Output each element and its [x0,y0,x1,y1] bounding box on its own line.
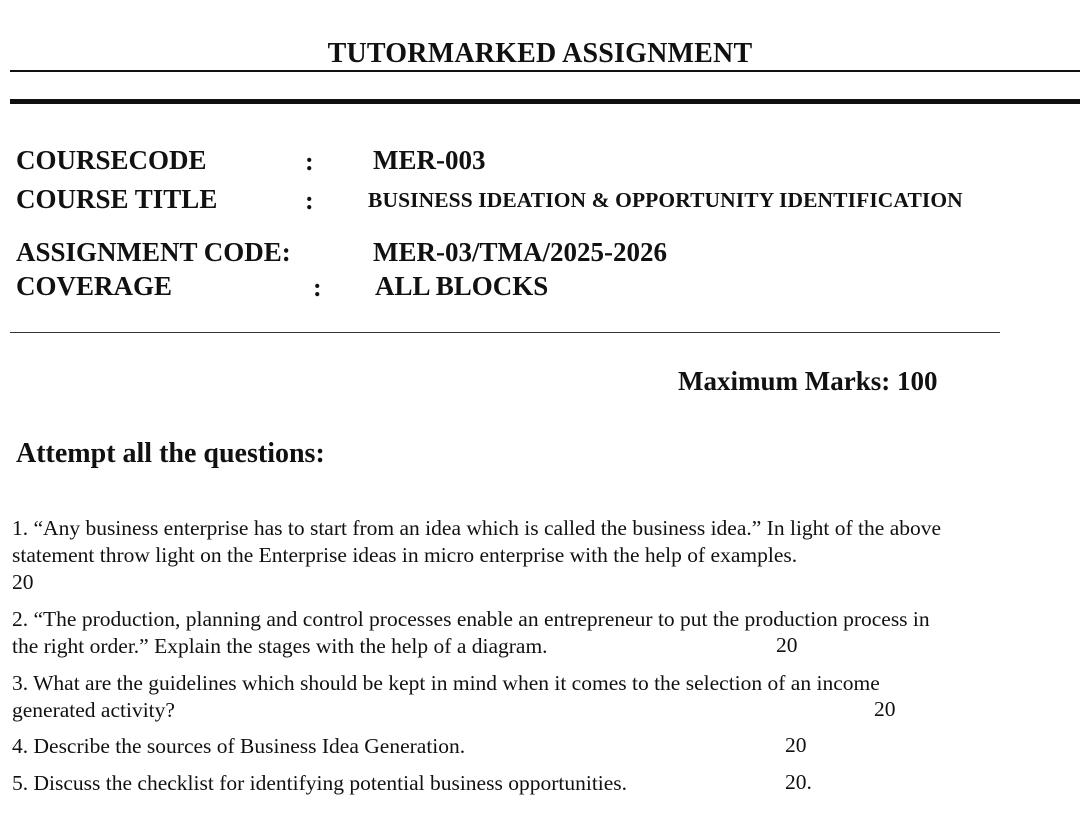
question-text-line: generated activity? [12,698,175,722]
question-text-line: 4. Describe the sources of Business Idea Generation. [12,734,466,758]
title-underline-thick [10,99,1080,104]
course-code-value: MER-003 [373,145,486,175]
title-underline-thin [10,70,1080,72]
question-marks: 20 [874,697,896,721]
assignment-code-value: MER-03/TMA/2025-2026 [373,237,667,267]
document-title: TUTORMARKED ASSIGNMENT [327,38,753,69]
coverage-colon: : [313,273,322,302]
course-title-colon: : [305,186,314,215]
maximum-marks: Maximum Marks: 100 [678,366,938,396]
course-title-value: BUSINESS IDEATION & OPPORTUNITY IDENTIFICATION [368,188,963,212]
course-code-label: COURSECODE [16,145,207,175]
assignment-code-label: ASSIGNMENT CODE: [16,237,291,267]
coverage-label: COVERAGE [16,271,173,301]
instruction-heading: Attempt all the questions: [16,438,325,469]
course-code-colon: : [305,147,314,176]
question-text-line: 2. “The production, planning and control processes enable an entrepreneur to put the production process in [12,607,930,631]
question-marks: 20 [785,733,807,757]
question-text-line: statement throw light on the Enterprise ideas in micro enterprise with the help of examples. [12,543,798,567]
question-marks: 20. [785,770,812,794]
section-divider [10,332,1000,333]
question-text-line: 3. What are the guidelines which should be kept in mind when it comes to the selection of an income [12,671,880,695]
question-marks: 20 [776,633,798,657]
question-text-line: 1. “Any business enterprise has to start from an idea which is called the business idea.” In light of the above [12,516,942,540]
question-text-line: 5. Discuss the checklist for identifying potential business opportunities. [12,771,628,795]
coverage-value: ALL BLOCKS [375,271,549,301]
course-title-label: COURSE TITLE [16,184,218,214]
question-marks: 20 [12,570,34,594]
question-text-line: the right order.” Explain the stages with the help of a diagram. [12,634,548,658]
